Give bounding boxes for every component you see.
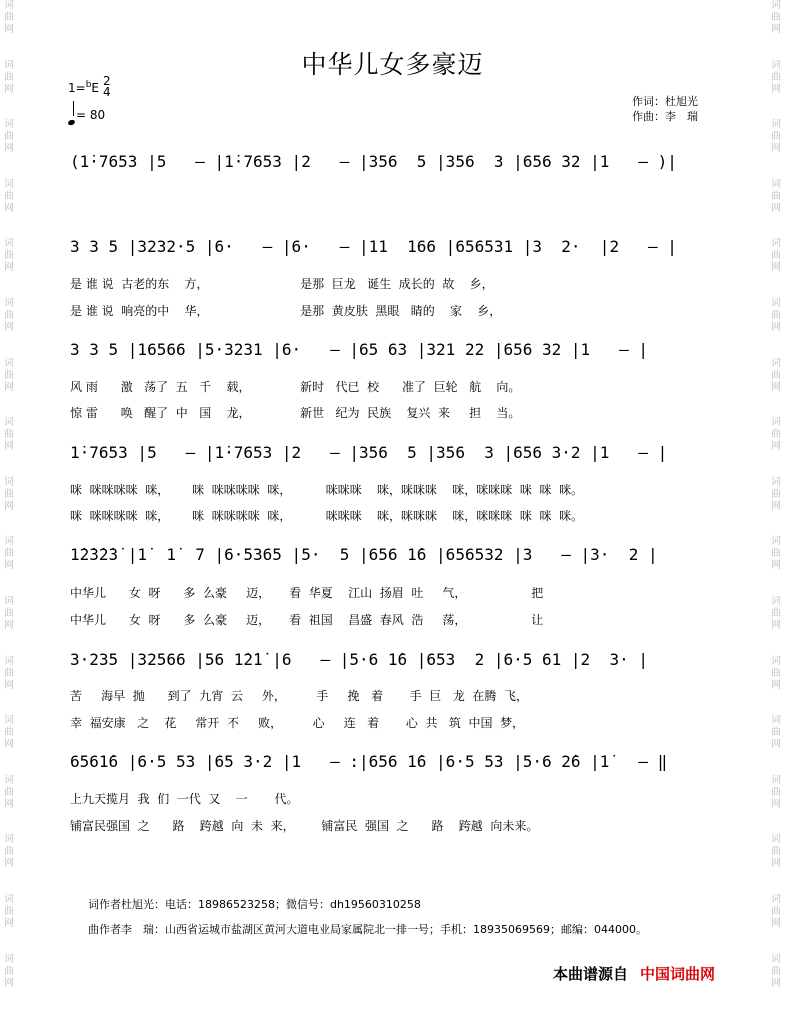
watermark-char: 网 — [771, 619, 781, 631]
watermark-char: 词 — [771, 238, 781, 250]
watermark-char: 曲 — [771, 965, 781, 977]
watermark-char: 词 — [771, 893, 781, 905]
watermark-char: 曲 — [4, 905, 14, 917]
lyric-line: 中华儿 女 呀 多 么豪 迈， 看 祖国 昌盛 春风 浩 荡， 让 — [70, 613, 544, 627]
watermark-char: 词 — [771, 953, 781, 965]
watermark-char: 词 — [4, 655, 14, 667]
lyric-line: 中华儿 女 呀 多 么豪 迈， 看 华夏 江山 扬眉 吐 气， 把 — [70, 586, 544, 600]
watermark-char: 网 — [771, 321, 781, 333]
notes: 6561̇6 |6·5 53 |65 3·2 |1 – :|656 1̇6 |6·5 53 |5·6 2̇6 |1̇ – ‖ — [70, 752, 668, 771]
composer-contact: 曲作者李 瑞：山西省运城市盐湖区黄河大道电业局家属院北一排一号；手机：18935069569；邮编：044000。 — [88, 923, 647, 936]
watermark-char: 网 — [771, 917, 781, 929]
score-line-7 — [70, 752, 720, 776]
lyric-line: 是 谁 说 响亮的中 华， 是那 黄皮肤 黑眼 睛的 家 乡， — [70, 304, 502, 318]
tempo-value: = 80 — [76, 108, 106, 122]
watermark-char: 网 — [771, 977, 781, 989]
watermark-char: 曲 — [4, 71, 14, 83]
watermark-char: 曲 — [771, 71, 781, 83]
watermark-char: 词 — [4, 595, 14, 607]
watermark-char: 曲 — [771, 429, 781, 441]
watermark-char: 网 — [4, 143, 14, 155]
watermark-char: 网 — [771, 381, 781, 393]
watermark-char: 曲 — [771, 12, 781, 23]
watermark-char: 曲 — [771, 190, 781, 202]
time-signature — [103, 76, 111, 98]
watermark-char: 词 — [4, 536, 14, 548]
notes: 1̇·7653 |5 – |1̇·7653 |2 – |356 5 |356 3 |656 3·2 |1 – | — [70, 443, 668, 462]
watermark-char: 词 — [4, 178, 14, 190]
lyric-line: 咪 咪咪咪咪 咪， 咪 咪咪咪咪 咪， 咪咪咪 咪，咪咪咪 咪，咪咪咪 咪 咪 咪。 — [70, 483, 584, 497]
watermark-char: 曲 — [771, 667, 781, 679]
notes: 3·235 |32566 |56 1̇2̇1̇ |6 – |5·6 1̇6 |653 2 |6·5 61 |2 3· | — [70, 650, 648, 669]
watermark-char: 网 — [771, 739, 781, 751]
lyric-line: 铺富民强国 之 路 跨越 向 未 来， 铺富民 强国 之 路 跨越 向未来。 — [70, 819, 539, 833]
watermark-char: 词 — [4, 0, 14, 11]
source-label: 本曲谱源自 — [553, 965, 629, 983]
watermark-char: 网 — [4, 441, 14, 453]
watermark-char: 词 — [771, 655, 781, 667]
watermark-char: 网 — [4, 500, 14, 512]
key-signature — [68, 80, 99, 95]
tempo-mark — [68, 104, 105, 122]
watermark-char: 曲 — [771, 309, 781, 321]
score-line-4 — [70, 443, 720, 467]
watermark-char: 词 — [771, 178, 781, 190]
score-line-1 — [70, 152, 720, 176]
composer-credit: 作曲：李 瑞 — [632, 110, 698, 123]
watermark-char: 词 — [771, 715, 781, 727]
watermark-char: 词 — [4, 417, 14, 429]
watermark-char: 词 — [4, 357, 14, 369]
lyric-line: 惊 雷 唤 醒了 中 国 龙， 新世 纪为 民族 复兴 来 担 当。 — [70, 406, 521, 420]
watermark-char: 曲 — [4, 12, 14, 23]
watermark-char: 曲 — [771, 727, 781, 739]
watermark-char: 曲 — [4, 548, 14, 560]
watermark-char: 曲 — [4, 190, 14, 202]
watermark-char: 曲 — [771, 369, 781, 381]
watermark-char: 网 — [771, 500, 781, 512]
watermark-char: 曲 — [4, 607, 14, 619]
watermark-char: 词 — [4, 834, 14, 846]
lyric-line: 苦 海早 抛 到了 九宵 云 外， 手 挽 着 手 巨 龙 在腾 飞， — [70, 689, 528, 703]
watermark-char: 曲 — [771, 846, 781, 858]
watermark-char: 词 — [771, 357, 781, 369]
watermark-char: 曲 — [771, 905, 781, 917]
lyric-line: 上九天揽月 我 们 一代 又 一 代。 — [70, 792, 299, 806]
score-line-6 — [70, 650, 720, 674]
watermark-char: 曲 — [4, 965, 14, 977]
notes: 3 3 5 |16566 |5·3231 |6· – |65 63 |321 22 |656 32 |1 – | — [70, 340, 648, 359]
watermark-char: 网 — [771, 83, 781, 95]
watermark-char: 曲 — [771, 250, 781, 262]
watermark-char: 网 — [771, 441, 781, 453]
song-title: 中华儿女多豪迈 — [301, 50, 484, 79]
watermark-char: 曲 — [771, 786, 781, 798]
watermark-char: 曲 — [4, 488, 14, 500]
watermark-char: 网 — [4, 381, 14, 393]
watermark-char: 词 — [4, 297, 14, 309]
score-line-3 — [70, 340, 720, 364]
source-brand[interactable]: 中国词曲网 — [640, 965, 716, 983]
watermark-char: 网 — [4, 739, 14, 751]
watermark-char: 词 — [771, 536, 781, 548]
watermark-char: 曲 — [4, 667, 14, 679]
watermark-char: 词 — [4, 476, 14, 488]
watermark-char: 词 — [771, 0, 781, 11]
watermark-char: 网 — [4, 977, 14, 989]
lyric-line: 是 谁 说 古老的东 方， 是那 巨龙 诞生 成长的 故 乡， — [70, 277, 494, 291]
notes: 3 3 5 |3232·5 |6· – |6· – |11 166 |656531 |3 2· |2 – | — [70, 237, 677, 256]
watermark-char: 词 — [771, 119, 781, 131]
watermark-right — [768, 0, 784, 1013]
score-line-2 — [70, 237, 720, 261]
watermark-char: 词 — [4, 59, 14, 71]
watermark-char: 网 — [771, 262, 781, 274]
lyric-line: 咪 咪咪咪咪 咪， 咪 咪咪咪咪 咪， 咪咪咪 咪，咪咪咪 咪，咪咪咪 咪 咪 咪。 — [70, 509, 584, 523]
watermark-char: 词 — [771, 774, 781, 786]
watermark-char: 词 — [771, 59, 781, 71]
watermark-char: 曲 — [771, 488, 781, 500]
watermark-char: 曲 — [4, 846, 14, 858]
watermark-char: 网 — [4, 560, 14, 572]
lyric-line: 幸 福安康 之 花 常开 不 败， 心 连 着 心 共 筑 中国 梦， — [70, 716, 525, 730]
watermark-char: 网 — [771, 679, 781, 691]
watermark-char: 曲 — [771, 607, 781, 619]
watermark-char: 网 — [771, 202, 781, 214]
watermark-char: 网 — [4, 24, 14, 35]
watermark-char: 曲 — [4, 786, 14, 798]
key-prefix: 1= — [68, 81, 86, 95]
watermark-char: 曲 — [4, 309, 14, 321]
watermark-char: 网 — [4, 202, 14, 214]
watermark-char: 曲 — [4, 131, 14, 143]
watermark-char: 网 — [771, 798, 781, 810]
watermark-char: 网 — [4, 858, 14, 870]
lyricist-contact: 词作者杜旭光：电话：18986523258；微信号：dh19560310258 — [88, 898, 421, 911]
watermark-char: 曲 — [771, 131, 781, 143]
watermark-char: 词 — [4, 953, 14, 965]
watermark-char: 网 — [4, 321, 14, 333]
score-line-5 — [70, 545, 720, 569]
watermark-char: 网 — [4, 679, 14, 691]
watermark-char: 曲 — [4, 429, 14, 441]
watermark-char: 网 — [771, 560, 781, 572]
watermark-char: 曲 — [4, 369, 14, 381]
watermark-char: 词 — [771, 834, 781, 846]
watermark-char: 曲 — [771, 548, 781, 560]
meter-top: 2 — [103, 74, 111, 88]
watermark-char: 词 — [771, 595, 781, 607]
watermark-char: 词 — [771, 297, 781, 309]
watermark-char: 网 — [4, 262, 14, 274]
watermark-char: 词 — [4, 715, 14, 727]
watermark-char: 词 — [771, 417, 781, 429]
watermark-char: 词 — [771, 476, 781, 488]
watermark-char: 网 — [771, 24, 781, 35]
notes: 1̇2̇3̇2̇3̇ |1̇ 1̇ 7 |6·5365 |5· 5 |656 1̇6 |656532 |3 – |3· 2 | — [70, 545, 658, 564]
watermark-char: 词 — [4, 893, 14, 905]
lyricist-credit: 作词：杜旭光 — [632, 95, 698, 108]
meter-bottom: 4 — [103, 85, 111, 99]
watermark-char: 网 — [4, 798, 14, 810]
watermark-char: 网 — [771, 143, 781, 155]
watermark-char: 网 — [4, 619, 14, 631]
quarter-note-icon — [67, 119, 75, 126]
lyric-line: 风 雨 激 荡了 五 千 载， 新时 代已 校 准了 巨轮 航 向。 — [70, 380, 521, 394]
watermark-char: 网 — [4, 917, 14, 929]
key-letter: E — [91, 81, 100, 95]
credits — [632, 94, 698, 124]
source-note — [553, 963, 715, 984]
watermark-char: 网 — [771, 858, 781, 870]
notes: (1̇·7653 |5 – |1̇·7653 |2 – |356 5 |356 3 |656 32 |1 – )| — [70, 152, 677, 171]
note-stem — [73, 101, 74, 116]
watermark-char: 词 — [4, 238, 14, 250]
watermark-char: 曲 — [4, 250, 14, 262]
flat-sign: b — [85, 80, 92, 90]
watermark-char: 网 — [4, 83, 14, 95]
watermark-char: 曲 — [4, 727, 14, 739]
watermark-char: 词 — [4, 774, 14, 786]
watermark-char: 词 — [4, 119, 14, 131]
watermark-left — [1, 0, 17, 1013]
